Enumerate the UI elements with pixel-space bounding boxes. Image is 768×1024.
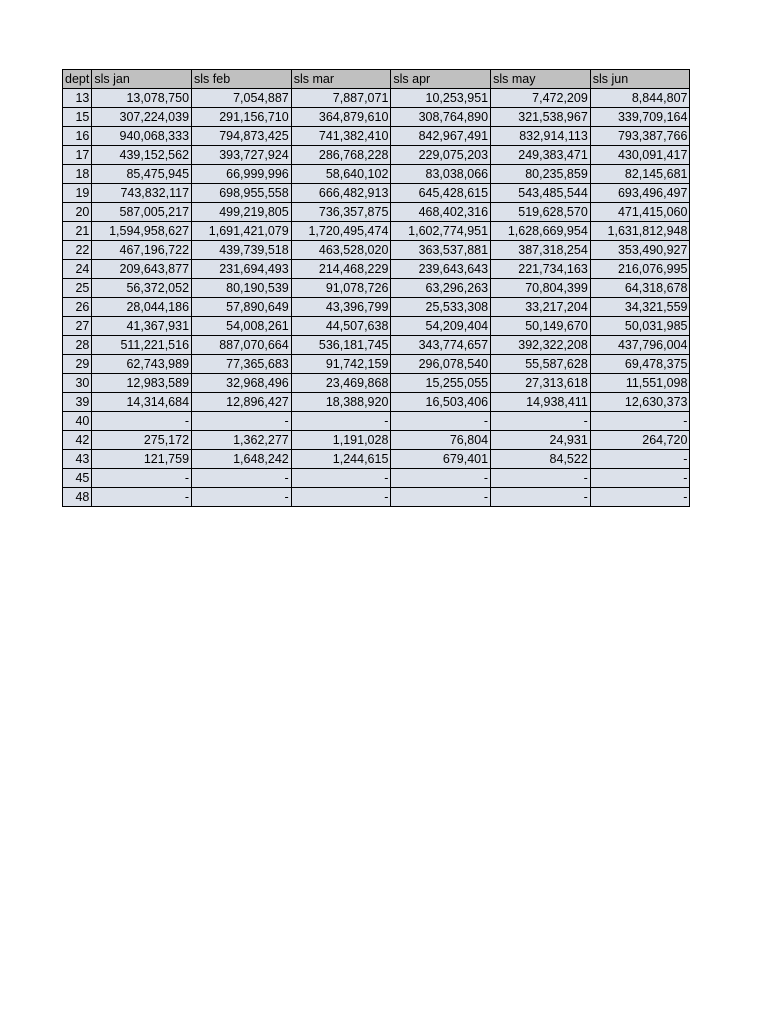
sales-cell-apr[interactable]: 296,078,540 [391, 355, 491, 374]
sales-cell-jan[interactable]: 587,005,217 [92, 203, 192, 222]
dept-cell[interactable]: 43 [63, 450, 92, 469]
sales-cell-jun[interactable]: 216,076,995 [590, 260, 690, 279]
column-header-feb[interactable]: sls feb [192, 70, 292, 89]
sales-cell-jun[interactable]: 437,796,004 [590, 336, 690, 355]
sales-cell-jun[interactable]: - [590, 450, 690, 469]
table-row [63, 355, 690, 374]
sales-cell-feb[interactable]: 887,070,664 [192, 336, 292, 355]
sales-cell-jun[interactable]: 69,478,375 [590, 355, 690, 374]
sales-cell-jun[interactable]: 64,318,678 [590, 279, 690, 298]
table-row [63, 279, 690, 298]
sales-cell-apr[interactable]: 308,764,890 [391, 108, 491, 127]
sales-cell-apr[interactable]: - [391, 412, 491, 431]
sales-cell-may[interactable]: - [491, 488, 591, 507]
sales-cell-jun[interactable]: - [590, 469, 690, 488]
sales-cell-may[interactable]: 84,522 [491, 450, 591, 469]
sales-cell-jun[interactable]: 34,321,559 [590, 298, 690, 317]
sales-cell-jan[interactable]: 13,078,750 [92, 89, 192, 108]
dept-cell[interactable]: 20 [63, 203, 92, 222]
table-row [63, 203, 690, 222]
table-body [63, 89, 690, 507]
sales-cell-mar[interactable]: 1,191,028 [291, 431, 391, 450]
sales-cell-jun[interactable]: 471,415,060 [590, 203, 690, 222]
table-row [63, 488, 690, 507]
sales-cell-jan[interactable]: 62,743,989 [92, 355, 192, 374]
dept-cell[interactable]: 48 [63, 488, 92, 507]
sales-cell-jan[interactable]: 209,643,877 [92, 260, 192, 279]
sales-cell-apr[interactable]: 645,428,615 [391, 184, 491, 203]
sales-cell-apr[interactable]: 1,602,774,951 [391, 222, 491, 241]
sales-cell-may[interactable]: 24,931 [491, 431, 591, 450]
sales-cell-apr[interactable]: 76,804 [391, 431, 491, 450]
sales-cell-feb[interactable]: 57,890,649 [192, 298, 292, 317]
column-header-jan[interactable]: sls jan [92, 70, 192, 89]
dept-cell[interactable]: 19 [63, 184, 92, 203]
sales-cell-may[interactable]: 321,538,967 [491, 108, 591, 127]
table-row [63, 469, 690, 488]
sales-table [62, 69, 690, 507]
sales-cell-may[interactable]: - [491, 469, 591, 488]
dept-cell[interactable]: 22 [63, 241, 92, 260]
sales-cell-jun[interactable]: 793,387,766 [590, 127, 690, 146]
sales-cell-apr[interactable]: - [391, 469, 491, 488]
sales-cell-mar[interactable]: 1,244,615 [291, 450, 391, 469]
dept-cell[interactable]: 28 [63, 336, 92, 355]
sales-cell-mar[interactable]: 741,382,410 [291, 127, 391, 146]
dept-cell[interactable]: 30 [63, 374, 92, 393]
sales-cell-feb[interactable]: - [192, 469, 292, 488]
table-row [63, 222, 690, 241]
sales-cell-jan[interactable]: 1,594,958,627 [92, 222, 192, 241]
sales-cell-feb[interactable]: 393,727,924 [192, 146, 292, 165]
sales-cell-jun[interactable]: 264,720 [590, 431, 690, 450]
sales-cell-jun[interactable]: 82,145,681 [590, 165, 690, 184]
sales-cell-mar[interactable]: 91,742,159 [291, 355, 391, 374]
sales-cell-may[interactable]: 7,472,209 [491, 89, 591, 108]
sales-cell-feb[interactable]: 77,365,683 [192, 355, 292, 374]
sales-cell-jun[interactable]: 8,844,807 [590, 89, 690, 108]
dept-cell[interactable]: 39 [63, 393, 92, 412]
sales-cell-may[interactable]: 392,322,208 [491, 336, 591, 355]
sales-cell-apr[interactable]: 54,209,404 [391, 317, 491, 336]
sales-cell-jun[interactable]: 50,031,985 [590, 317, 690, 336]
sales-cell-feb[interactable]: 499,219,805 [192, 203, 292, 222]
sales-cell-jan[interactable]: - [92, 412, 192, 431]
sales-cell-jan[interactable]: 439,152,562 [92, 146, 192, 165]
sales-cell-jan[interactable]: 14,314,684 [92, 393, 192, 412]
sales-cell-mar[interactable]: 91,078,726 [291, 279, 391, 298]
sales-cell-feb[interactable]: 1,648,242 [192, 450, 292, 469]
sales-cell-jan[interactable]: 56,372,052 [92, 279, 192, 298]
sales-cell-apr[interactable]: 25,533,308 [391, 298, 491, 317]
sales-cell-jan[interactable]: 275,172 [92, 431, 192, 450]
column-header-mar[interactable]: sls mar [291, 70, 391, 89]
table-row [63, 241, 690, 260]
sales-cell-mar[interactable]: 23,469,868 [291, 374, 391, 393]
sales-cell-mar[interactable]: 666,482,913 [291, 184, 391, 203]
dept-cell[interactable]: 29 [63, 355, 92, 374]
sales-cell-may[interactable]: 80,235,859 [491, 165, 591, 184]
sales-cell-apr[interactable]: 343,774,657 [391, 336, 491, 355]
sales-cell-mar[interactable]: 536,181,745 [291, 336, 391, 355]
sales-cell-mar[interactable]: 1,720,495,474 [291, 222, 391, 241]
sales-cell-feb[interactable]: 32,968,496 [192, 374, 292, 393]
column-header-may[interactable]: sls may [491, 70, 591, 89]
sales-cell-jan[interactable]: 121,759 [92, 450, 192, 469]
sales-cell-jan[interactable]: 85,475,945 [92, 165, 192, 184]
sales-cell-jan[interactable]: - [92, 488, 192, 507]
sales-cell-apr[interactable]: 363,537,881 [391, 241, 491, 260]
column-header-apr[interactable]: sls apr [391, 70, 491, 89]
table-row [63, 393, 690, 412]
table-row [63, 317, 690, 336]
sales-cell-jan[interactable]: 940,068,333 [92, 127, 192, 146]
dept-cell[interactable]: 26 [63, 298, 92, 317]
table-row [63, 336, 690, 355]
dept-cell[interactable]: 25 [63, 279, 92, 298]
table-row [63, 127, 690, 146]
column-header-dept[interactable]: dept [63, 70, 92, 89]
sales-cell-mar[interactable]: 364,879,610 [291, 108, 391, 127]
sales-cell-may[interactable]: 387,318,254 [491, 241, 591, 260]
sales-cell-may[interactable]: 832,914,113 [491, 127, 591, 146]
sales-cell-jun[interactable]: 12,630,373 [590, 393, 690, 412]
dept-cell[interactable]: 21 [63, 222, 92, 241]
sales-cell-feb[interactable]: - [192, 488, 292, 507]
sales-cell-apr[interactable]: 679,401 [391, 450, 491, 469]
table-row [63, 431, 690, 450]
sales-cell-mar[interactable]: 286,768,228 [291, 146, 391, 165]
sales-cell-jan[interactable]: 743,832,117 [92, 184, 192, 203]
sales-cell-apr[interactable]: 10,253,951 [391, 89, 491, 108]
sales-cell-feb[interactable]: 66,999,996 [192, 165, 292, 184]
sales-cell-mar[interactable]: - [291, 412, 391, 431]
sales-cell-may[interactable]: 249,383,471 [491, 146, 591, 165]
sales-cell-feb[interactable]: 1,362,277 [192, 431, 292, 450]
table-row [63, 374, 690, 393]
sales-cell-jun[interactable]: - [590, 412, 690, 431]
dept-cell[interactable]: 13 [63, 89, 92, 108]
sales-cell-feb[interactable]: 12,896,427 [192, 393, 292, 412]
dept-cell[interactable]: 27 [63, 317, 92, 336]
sales-cell-apr[interactable]: 63,296,263 [391, 279, 491, 298]
table-row [63, 89, 690, 108]
sales-cell-feb[interactable]: 439,739,518 [192, 241, 292, 260]
sales-cell-mar[interactable]: - [291, 469, 391, 488]
sales-cell-feb[interactable]: 80,190,539 [192, 279, 292, 298]
sales-cell-jan[interactable]: 12,983,589 [92, 374, 192, 393]
sales-cell-may[interactable]: 33,217,204 [491, 298, 591, 317]
sales-cell-apr[interactable]: - [391, 488, 491, 507]
sales-cell-jan[interactable]: 307,224,039 [92, 108, 192, 127]
table-row [63, 165, 690, 184]
sales-cell-mar[interactable]: - [291, 488, 391, 507]
sales-cell-apr[interactable]: 16,503,406 [391, 393, 491, 412]
sales-cell-apr[interactable]: 83,038,066 [391, 165, 491, 184]
sales-cell-feb[interactable]: - [192, 412, 292, 431]
sales-cell-jun[interactable]: 11,551,098 [590, 374, 690, 393]
sales-cell-jan[interactable]: - [92, 469, 192, 488]
sales-cell-apr[interactable]: 229,075,203 [391, 146, 491, 165]
dept-cell[interactable]: 45 [63, 469, 92, 488]
table-row [63, 108, 690, 127]
sales-cell-jan[interactable]: 28,044,186 [92, 298, 192, 317]
sales-cell-mar[interactable]: 58,640,102 [291, 165, 391, 184]
sales-cell-apr[interactable]: 15,255,055 [391, 374, 491, 393]
sales-cell-apr[interactable]: 468,402,316 [391, 203, 491, 222]
sales-cell-apr[interactable]: 239,643,643 [391, 260, 491, 279]
sales-cell-may[interactable]: 519,628,570 [491, 203, 591, 222]
sales-cell-may[interactable]: 70,804,399 [491, 279, 591, 298]
sales-cell-may[interactable]: 27,313,618 [491, 374, 591, 393]
sales-cell-feb[interactable]: 1,691,421,079 [192, 222, 292, 241]
dept-cell[interactable]: 16 [63, 127, 92, 146]
table-row [63, 412, 690, 431]
table-row [63, 298, 690, 317]
dept-cell[interactable]: 15 [63, 108, 92, 127]
sales-cell-feb[interactable]: 794,873,425 [192, 127, 292, 146]
dept-cell[interactable]: 40 [63, 412, 92, 431]
sales-cell-feb[interactable]: 7,054,887 [192, 89, 292, 108]
column-header-jun[interactable]: sls jun [590, 70, 690, 89]
dept-cell[interactable]: 18 [63, 165, 92, 184]
sales-cell-jun[interactable]: 1,631,812,948 [590, 222, 690, 241]
sales-cell-mar[interactable]: 44,507,638 [291, 317, 391, 336]
table-row [63, 450, 690, 469]
sales-cell-apr[interactable]: 842,967,491 [391, 127, 491, 146]
dept-cell[interactable]: 42 [63, 431, 92, 450]
sales-cell-may[interactable]: 221,734,163 [491, 260, 591, 279]
sales-cell-jan[interactable]: 467,196,722 [92, 241, 192, 260]
sales-cell-feb[interactable]: 54,008,261 [192, 317, 292, 336]
sales-cell-may[interactable]: 14,938,411 [491, 393, 591, 412]
sales-cell-mar[interactable]: 43,396,799 [291, 298, 391, 317]
sales-cell-may[interactable]: 543,485,544 [491, 184, 591, 203]
sales-cell-may[interactable]: - [491, 412, 591, 431]
sales-cell-jun[interactable]: 430,091,417 [590, 146, 690, 165]
sales-cell-feb[interactable]: 231,694,493 [192, 260, 292, 279]
sales-cell-mar[interactable]: 7,887,071 [291, 89, 391, 108]
sales-cell-mar[interactable]: 463,528,020 [291, 241, 391, 260]
sales-cell-jun[interactable]: 693,496,497 [590, 184, 690, 203]
sales-cell-may[interactable]: 55,587,628 [491, 355, 591, 374]
table-row [63, 184, 690, 203]
sales-cell-jan[interactable]: 41,367,931 [92, 317, 192, 336]
sales-cell-may[interactable]: 1,628,669,954 [491, 222, 591, 241]
sales-cell-jun[interactable]: 339,709,164 [590, 108, 690, 127]
table-header-row [63, 70, 690, 89]
sales-cell-may[interactable]: 50,149,670 [491, 317, 591, 336]
table-row [63, 260, 690, 279]
dept-cell[interactable]: 17 [63, 146, 92, 165]
sales-cell-feb[interactable]: 291,156,710 [192, 108, 292, 127]
sales-cell-feb[interactable]: 698,955,558 [192, 184, 292, 203]
sales-cell-jan[interactable]: 511,221,516 [92, 336, 192, 355]
dept-cell[interactable]: 24 [63, 260, 92, 279]
sales-cell-mar[interactable]: 214,468,229 [291, 260, 391, 279]
sales-cell-mar[interactable]: 736,357,875 [291, 203, 391, 222]
sales-cell-mar[interactable]: 18,388,920 [291, 393, 391, 412]
table-row [63, 146, 690, 165]
sales-cell-jun[interactable]: - [590, 488, 690, 507]
sales-cell-jun[interactable]: 353,490,927 [590, 241, 690, 260]
